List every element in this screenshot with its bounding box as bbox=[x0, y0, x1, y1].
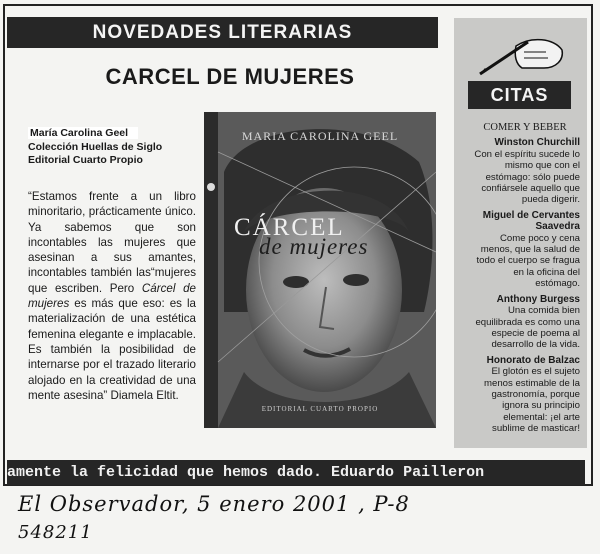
handwritten-id-number: 548211 bbox=[18, 522, 93, 543]
credit-collection: Colección Huellas de Siglo bbox=[28, 140, 163, 153]
book-cover bbox=[204, 112, 436, 428]
quote-author: Winston Churchill bbox=[494, 137, 580, 149]
quotes-list bbox=[470, 122, 580, 435]
quote-author: Anthony Burgess bbox=[496, 293, 580, 305]
quote-entry bbox=[470, 210, 580, 290]
quote-text: Come poco y cena menos, que la salud de todo el cuerpo se fragua en la oficina del estómago. bbox=[476, 232, 580, 290]
quote-part-2: es más que eso: es la materialización de una estética femenina elegante e implacable. Es también la posibilidad de internarse por el trazado literario alojado en la creatividad de una mente asesina” Diamela Eltit. bbox=[28, 297, 196, 402]
quote-entry bbox=[470, 355, 580, 435]
credit-author: María Carolina Geel bbox=[28, 127, 138, 139]
quote-book-title: Cárcel de mujeres bbox=[28, 281, 196, 311]
quotes-heading: COMER Y BEBER bbox=[483, 122, 567, 133]
quote-part-1: “Estamos frente a un libro minoritario, prácticamente único. Ya sabemos que son incontables las mujeres que asesinan a sus amantes, incontables también las“mujeres que escriben. Pero bbox=[28, 190, 196, 295]
section-banner: NOVEDADES LITERARIAS bbox=[7, 17, 438, 48]
cover-author: MARIA CAROLINA GEEL bbox=[241, 129, 399, 143]
credit-publisher: Editorial Cuarto Propio bbox=[28, 154, 143, 166]
cover-title: CÁRCEL bbox=[234, 214, 345, 241]
review-quote bbox=[28, 189, 196, 403]
quote-author: Miguel de Cervantes Saavedra bbox=[482, 209, 580, 233]
quote-author: Honorato de Balzac bbox=[486, 354, 580, 366]
cover-publisher: EDITORIAL CUARTO PROPIO bbox=[261, 405, 379, 413]
footer-quote-bar: amente la felicidad que hemos dado. Eduardo Pailleron bbox=[7, 460, 585, 485]
quote-entry bbox=[470, 137, 580, 205]
quote-text: Una comida bien equilibrada es como una especie de poema al desarrollo de la vida. bbox=[475, 305, 580, 351]
headline: CARCEL DE MUJERES bbox=[105, 64, 355, 89]
quote-text: Con el espíritu sucede lo mismo que con el estómago: sólo puede confiársele aquello que pueda digerir. bbox=[474, 148, 580, 206]
cover-subtitle: de mujeres bbox=[259, 234, 369, 259]
citas-badge: CITAS bbox=[468, 81, 571, 109]
cover-portrait-illustration bbox=[204, 112, 436, 428]
handwritten-source-note: El Observador, 5 enero 2001 , P-8 bbox=[18, 492, 410, 516]
quote-text: El glotón es el sujeto menos estimable de la gastronomía, porque ignora su principio elemental: ¡el arte sublime de masticar! bbox=[484, 366, 580, 435]
writing-hand-icon bbox=[476, 28, 568, 78]
quote-entry bbox=[470, 294, 580, 351]
book-credits bbox=[28, 127, 198, 168]
